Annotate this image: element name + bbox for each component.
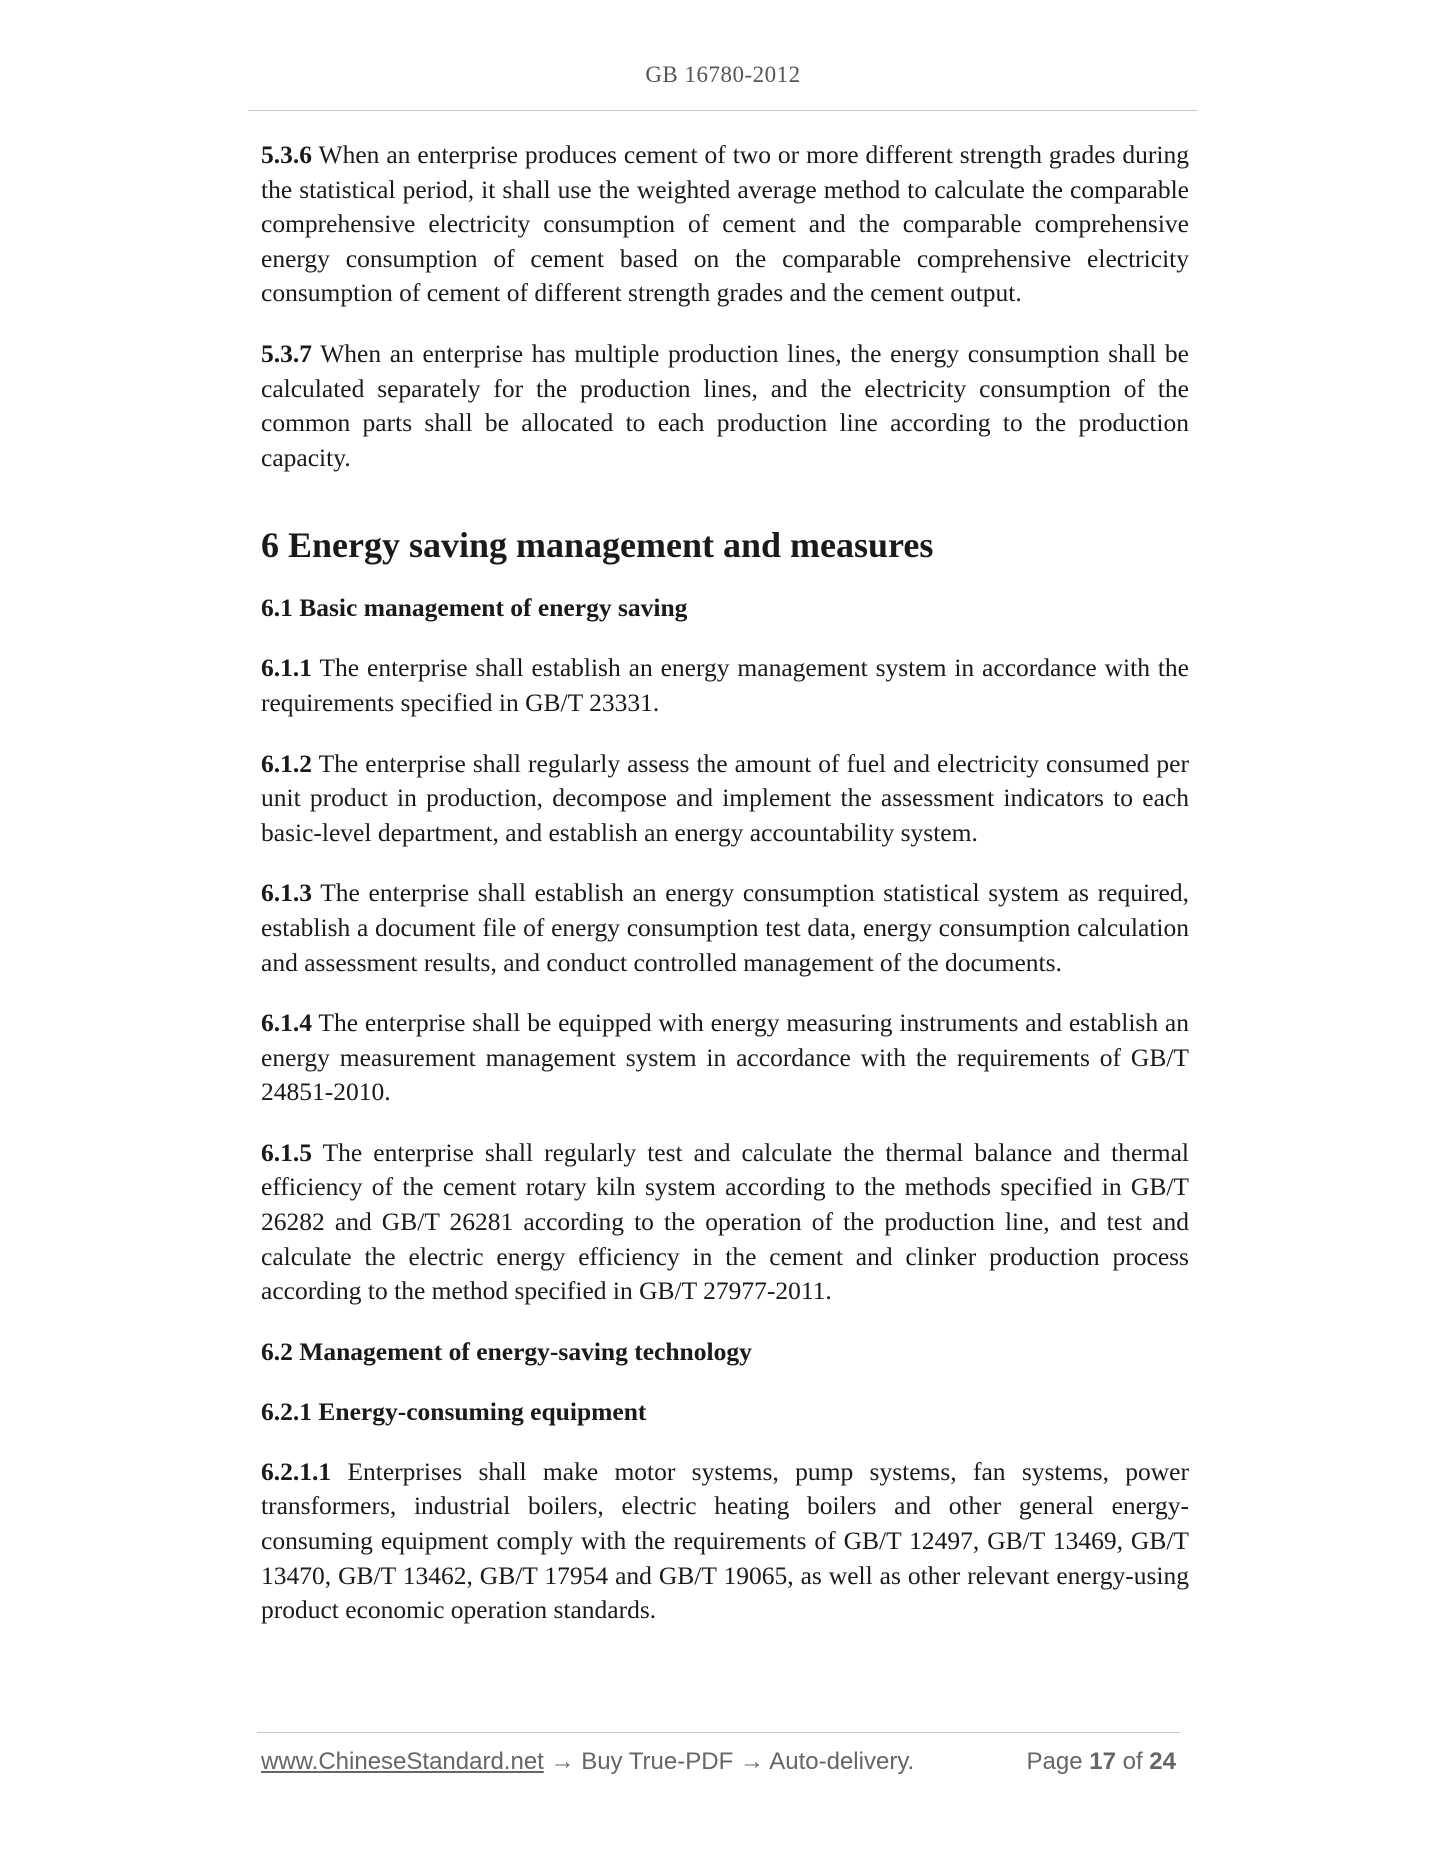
clause-number: 6.1.3 — [261, 878, 312, 908]
clause-number: 6.2.1.1 — [261, 1456, 332, 1486]
subsection-heading-6-2: 6.2 Management of energy-saving technology — [261, 1336, 752, 1366]
clause-text: The enterprise shall establish an energy management system in accordance with the requirements specified in GB/T 23331. — [261, 653, 1189, 717]
document-code: GB 16780-2012 — [645, 62, 801, 87]
clause-number: 6.1.4 — [261, 1008, 312, 1038]
clause-6-1-3 — [261, 876, 1189, 980]
section-heading-6: 6 Energy saving management and measures — [261, 525, 934, 566]
page-indicator — [1027, 1748, 1177, 1776]
clause-number: 6.1.2 — [261, 748, 312, 778]
page-of-label: of — [1122, 1748, 1143, 1775]
clause-number: 5.3.7 — [261, 338, 312, 368]
page-current: 17 — [1089, 1748, 1116, 1775]
footer-divider — [257, 1732, 1180, 1733]
clause-text: Enterprises shall make motor systems, pump systems, fan systems, power transformers, industrial boilers, electric heating boilers and other general energy-consuming equipment comply with the requirements of GB/T 12497, GB/T 13469, GB/T 13470, GB/T 13462, GB/T 17954 and GB/T 19065, as well as other relevant energy-using product economic operation standards. — [261, 1456, 1189, 1625]
clause-6-1-1 — [261, 651, 1189, 720]
page-label: Page — [1026, 1748, 1083, 1775]
clause-number: 5.3.6 — [261, 140, 312, 169]
clause-5-3-7 — [261, 337, 1189, 475]
footer-promo — [261, 1748, 914, 1776]
site-link[interactable]: www.ChineseStandard.net — [261, 1748, 544, 1775]
arrow-right-icon: → — [550, 1748, 575, 1775]
clause-6-1-2 — [261, 747, 1189, 851]
header-divider — [248, 110, 1198, 111]
subsection-heading-6-1: 6.1 Basic management of energy saving — [261, 593, 688, 623]
clause-5-3-6 — [261, 138, 1189, 311]
clause-text: The enterprise shall regularly test and calculate the thermal balance and thermal efficiency of the cement rotary kiln system according to the methods specified in GB/T 26282 and GB/T 26281 according to the operation of the production line, and test and calculate the electric energy efficiency in the cement and clinker production process according to the method specified in GB/T 27977-2011. — [261, 1137, 1190, 1306]
clause-text: The enterprise shall regularly assess the amount of fuel and electricity consumed per unit product in production, decompose and implement the assessment indicators to each basic-level department, and establish an energy accountability system. — [261, 748, 1189, 847]
clause-number: 6.1.5 — [261, 1137, 312, 1167]
clause-6-1-4 — [261, 1006, 1189, 1110]
clause-6-1-5 — [261, 1136, 1189, 1309]
subsection-heading-6-2-1: 6.2.1 Energy-consuming equipment — [261, 1396, 647, 1426]
clause-text: When an enterprise produces cement of two or more different strength grades during the statistical period, it shall use the weighted average method to calculate the comparable comprehensive electricity consumption of cement and the comparable comprehensive energy consumption of cement based on the comparable comprehensive electricity consumption of cement of different strength grades and the cement output. — [261, 140, 1190, 308]
page-total: 24 — [1149, 1748, 1176, 1775]
page-header — [248, 62, 1198, 88]
buy-true-pdf-text: Buy True-PDF — [581, 1748, 734, 1775]
clause-text: The enterprise shall establish an energy consumption statistical system as required, establish a document file of energy consumption test data, energy consumption calculation and assessment results, and conduct controlled management of the documents. — [261, 878, 1189, 977]
clause-text: When an enterprise has multiple production lines, the energy consumption shall be calculated separately for the production lines, and the electricity consumption of the common parts shall be allocated to each production line according to the production capacity. — [261, 338, 1189, 472]
auto-delivery-text: Auto-delivery. — [769, 1748, 915, 1775]
arrow-right-icon: → — [739, 1748, 764, 1775]
clause-text: The enterprise shall be equipped with energy measuring instruments and establish an energy measurement management system in accordance with the requirements of GB/T 24851-2010. — [261, 1008, 1189, 1107]
clause-6-2-1-1 — [261, 1455, 1189, 1628]
clause-number: 6.1.1 — [261, 653, 312, 683]
document-body — [261, 138, 1189, 1654]
page-footer — [261, 1748, 1181, 1782]
